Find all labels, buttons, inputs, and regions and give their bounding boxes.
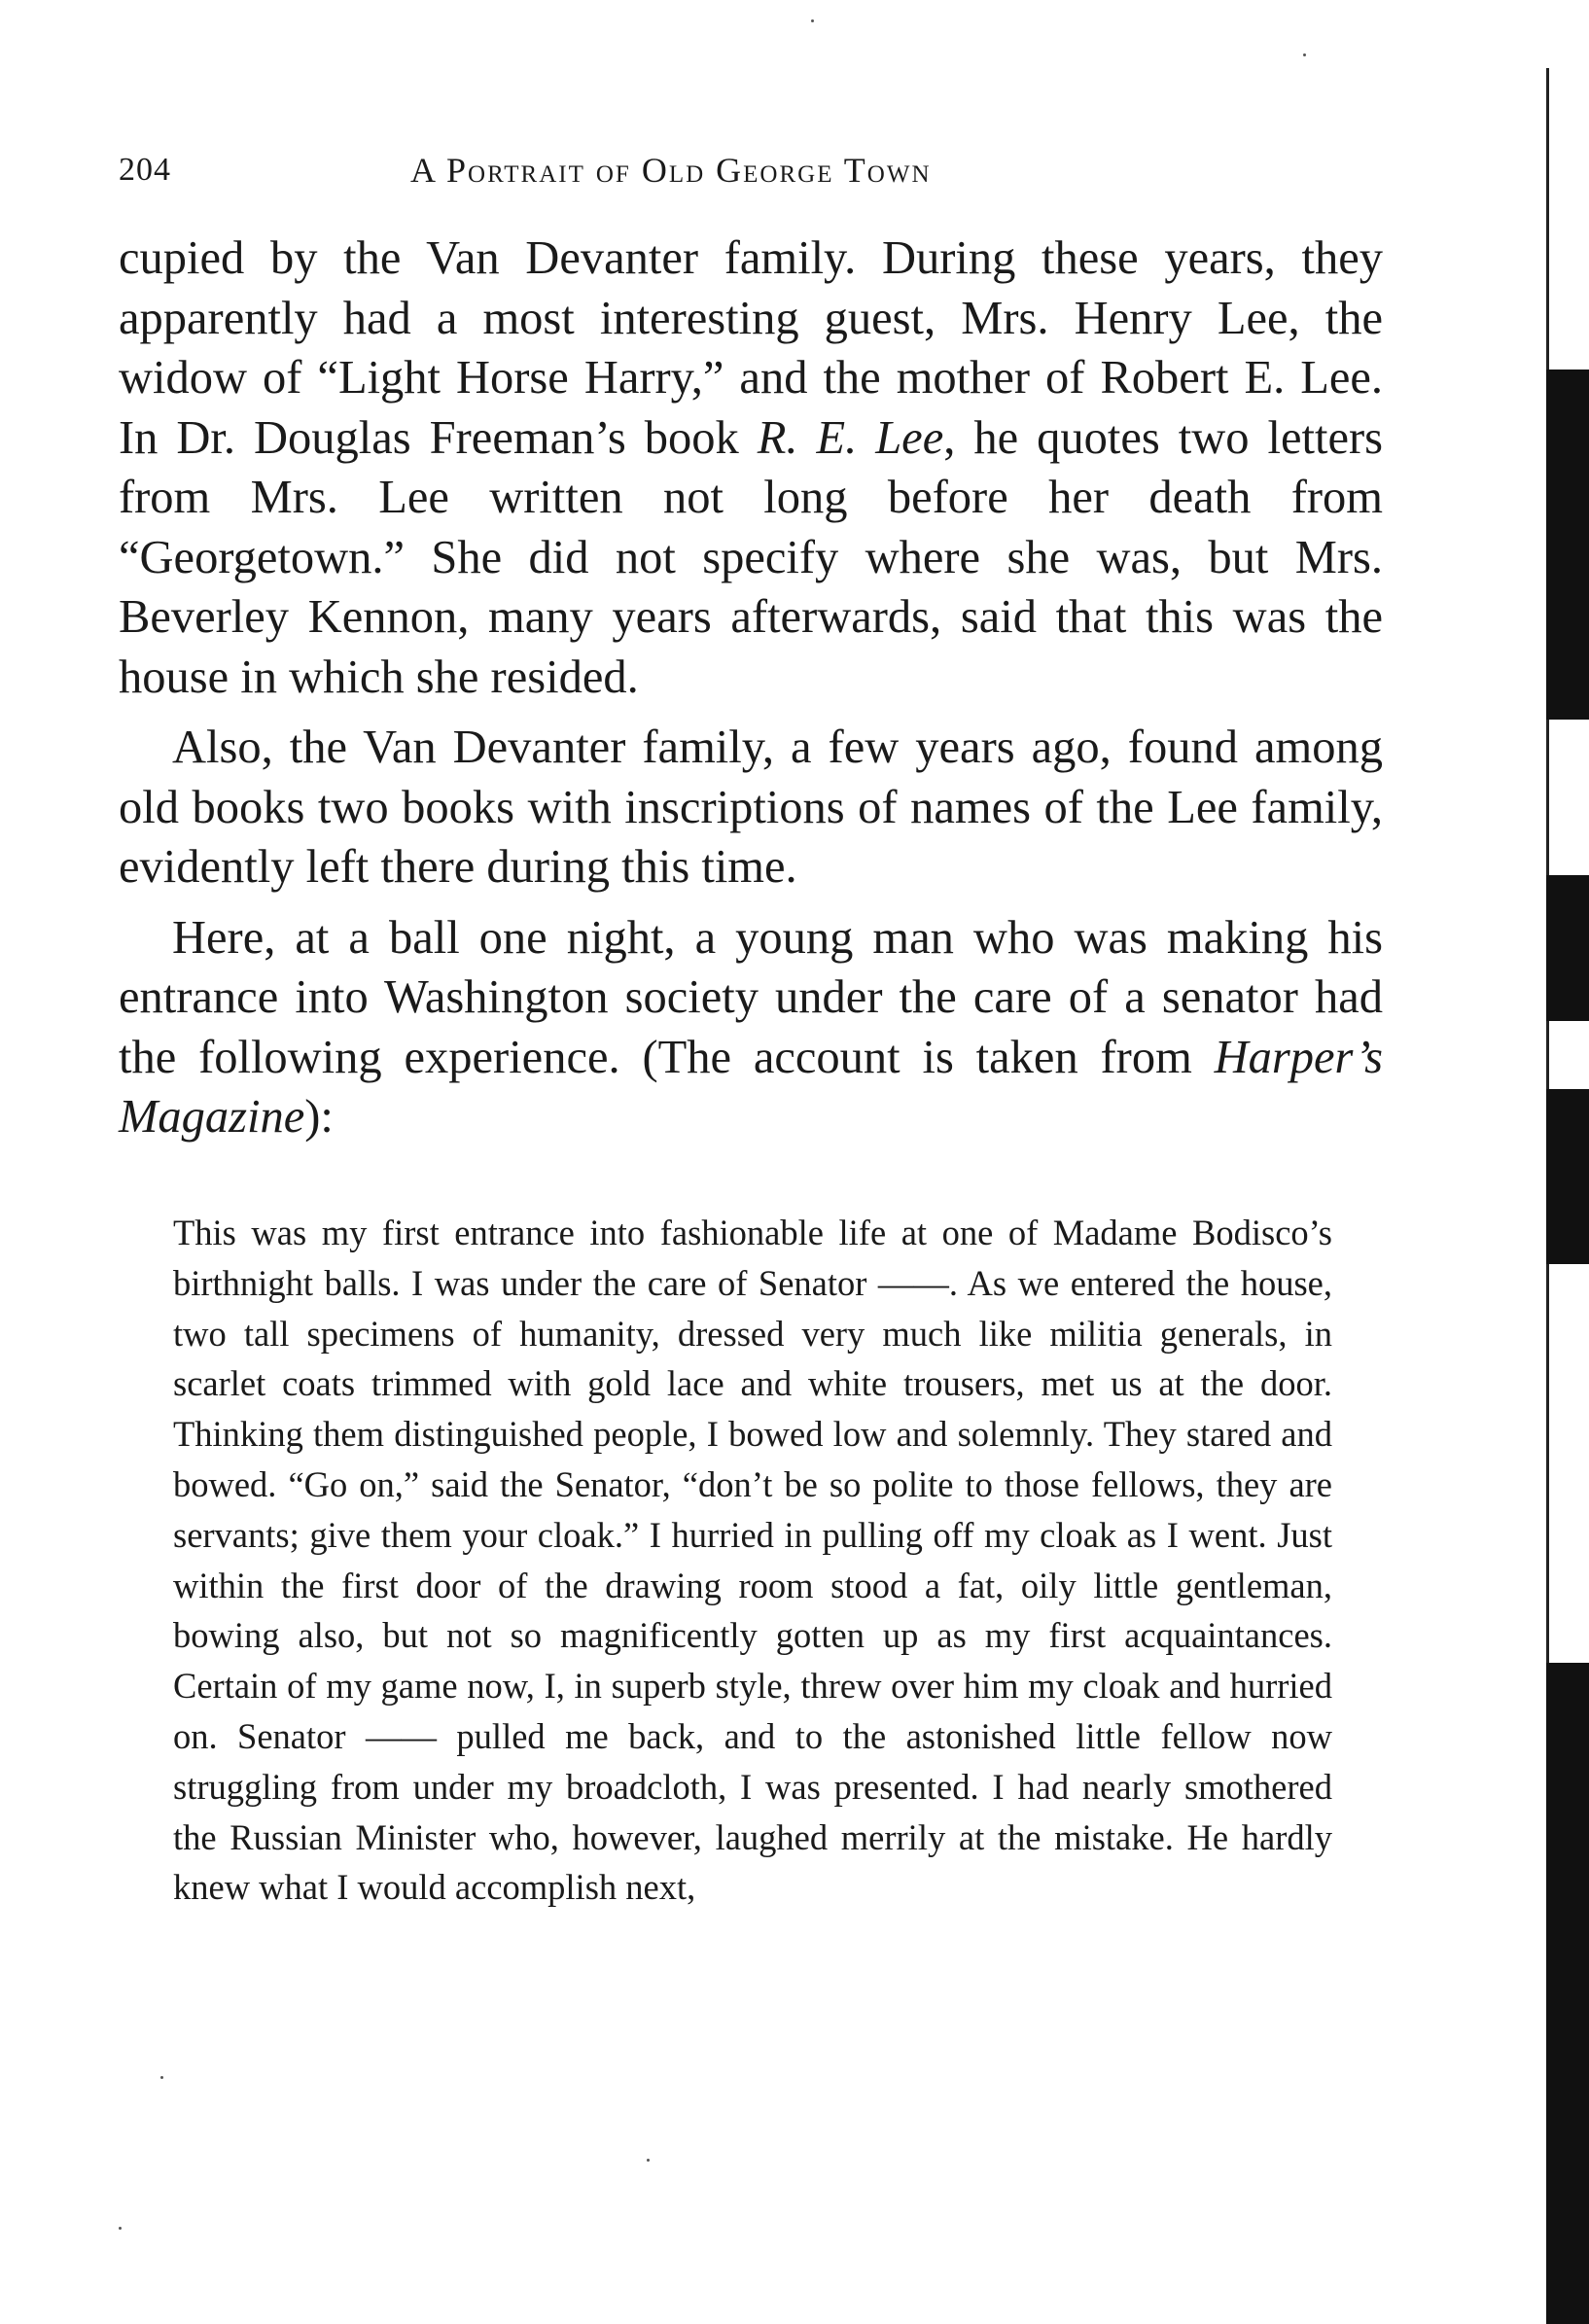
paragraph-3: [119, 908, 1383, 1147]
scan-edge-artifact: [1546, 68, 1589, 2304]
paragraph-1-text-b: , he quotes two letters from Mrs. Lee written not long before her death from “Georgetown.” She did not specify where she was, but Mrs. Beverley Kennon, many years afterwards, said that this was the house in which she resided.: [119, 411, 1384, 703]
running-title: A Portrait of Old George Town: [410, 151, 932, 190]
block-quote-text: This was my first entrance into fashionable life at one of Madame Bodisco’s birthnight balls. I was under the care of Senator ——. As we entered the house, two tall specimens of humanity, dressed very much like militia generals, in scarlet coats trimmed with gold lace and white trousers, met us at the door. Thinking them distinguished people, I bowed low and solemnly. They stared and bowed. “Go on,” said the Senator, “don’t be so polite to those fellows, they are servants; give them your cloak.” I hurried in pulling off my cloak as I went. Just within the first door of the drawing room stood a fat, oily little gentleman, bowing also, but not so magnificently gotten up as my first acquaintances. Certain of my game now, I, in superb style, threw over him my cloak and hurried on. Senator —— pulled me back, and to the astonished little fellow now struggling from under my broadcloth, I was presented. I had nearly smothered the Russian Minister who, however, laughed merrily at the mistake. He hardly knew what I would accomplish next,: [173, 1213, 1332, 1908]
block-quote: [173, 1208, 1332, 1913]
paragraph-3-text-b: ):: [304, 1091, 334, 1143]
paragraph-2: [119, 718, 1383, 898]
body-text: [119, 229, 1383, 1147]
page-header: [119, 146, 1091, 194]
magazine-title: Harper’s Magazine: [119, 1031, 1383, 1143]
paragraph-2-text: Also, the Van Devanter family, a few years ago, found among old books two books with inscriptions of names of the Lee family, evidently left there during this time.: [119, 722, 1383, 893]
paragraph-1: [119, 229, 1383, 707]
paragraph-1-text-a: cupied by the Van Devanter family. During these years, they apparently had a most interesting guest, Mrs. Henry Lee, the widow of “Light Horse Harry,” and the mother of Robert E. Lee. In Dr. Douglas Freeman’s book: [119, 232, 1383, 464]
book-title-r-e-lee: R. E. Lee: [757, 411, 944, 464]
paragraph-3-text-a: Here, at a ball one night, a young man who was making his entrance into Washington society under the care of a senator had the following experience. (The account is taken from: [119, 911, 1383, 1083]
page-number: 204: [119, 152, 171, 188]
